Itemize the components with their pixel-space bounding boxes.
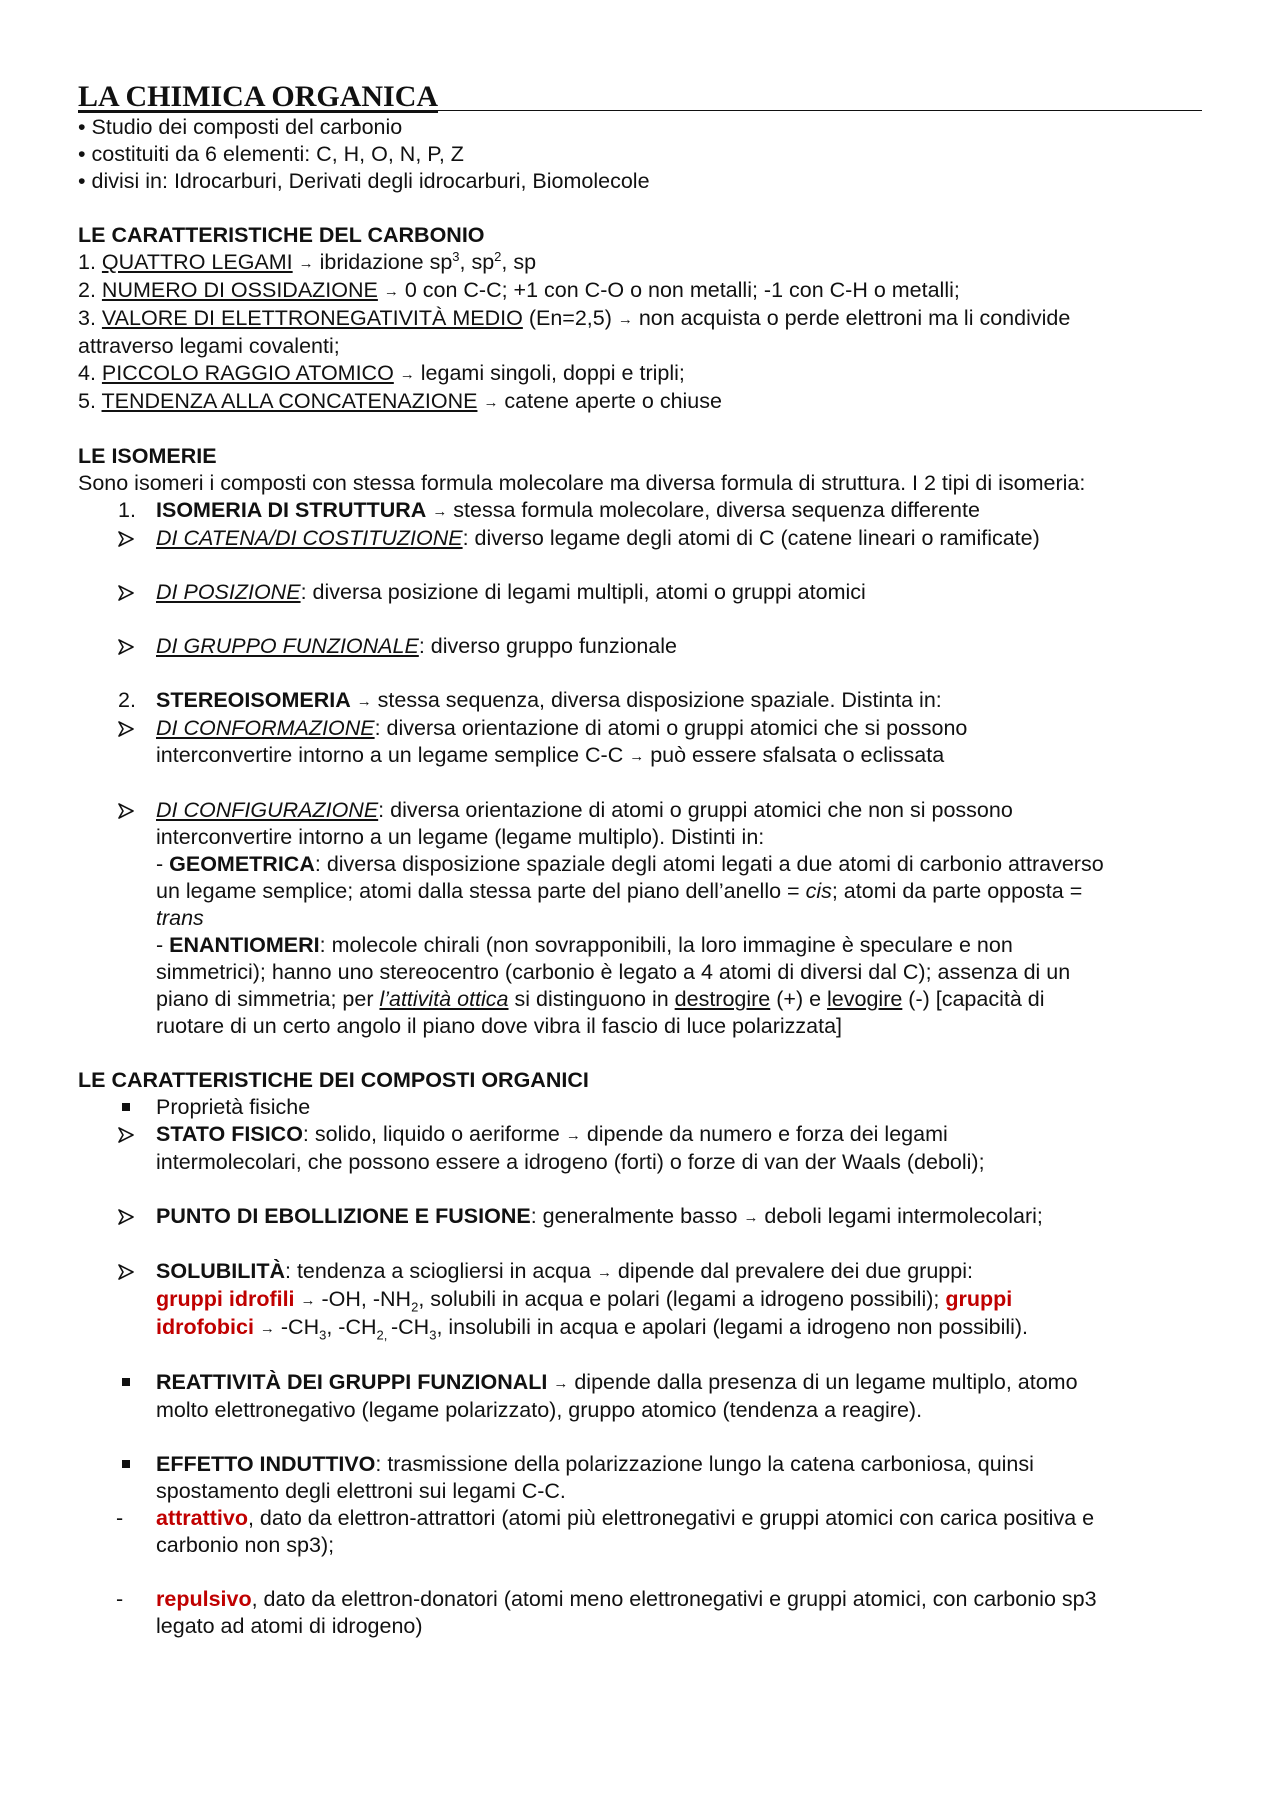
list-item: DI GRUPPO FUNZIONALE: diverso gruppo funzionale (78, 633, 1202, 660)
section-heading-carbon: LE CARATTERISTICHE DEL CARBONIO (78, 223, 485, 247)
chevron-bullet-icon (118, 1209, 134, 1225)
list-item: DI POSIZIONE: diversa posizione di legami multipli, atomi o gruppi atomici (78, 579, 1202, 606)
list-item: - attrattivo, dato da elettron-attrattori (atomi più elettronegativi e gruppi atomici con carica positiva e carbonio non sp3); (116, 1506, 1095, 1557)
chevron-bullet-icon (118, 1264, 134, 1280)
stereoisomerism: 2. STEREOISOMERIA → stessa sequenza, diversa disposizione spaziale. Distinta in: (118, 688, 942, 712)
chevron-bullet-icon (118, 721, 134, 737)
carbon-item-4: 4. PICCOLO RAGGIO ATOMICO → legami singoli, doppi e tripli; (78, 361, 685, 385)
square-bullet-icon (122, 1378, 130, 1386)
intro-line: • Studio dei composti del carbonio (78, 115, 403, 139)
square-bullet-icon (122, 1460, 130, 1468)
page-title (78, 80, 1202, 114)
title-rule (78, 110, 1202, 111)
carbon-item-5: 5. TENDENZA ALLA CONCATENAZIONE → catene aperte o chiuse (78, 389, 722, 413)
carbon-item-2: 2. NUMERO DI OSSIDAZIONE → 0 con C-C; +1 con C-O o non metalli; -1 con C-H o metalli; (78, 278, 960, 302)
list-item: - repulsivo, dato da elettron-donatori (atomi meno elettronegativi e gruppi atomici, con carbonio sp3 legato ad atomi di idrogeno) (116, 1587, 1097, 1638)
list-item: SOLUBILITÀ: tendenza a sciogliersi in acqua → dipende dal prevalere dei due gruppi: gruppi idrofili → -OH, $-NH_2$, solubili in acqua e polari (legami a idrogeno possibili); gruppi idrofobici → $-CH_3$, $-CH_{2,}$ $-CH_3$, insolubili in acqua e apolari (legami a idrogeno non possibili). (78, 1258, 1202, 1342)
chevron-bullet-icon (118, 1127, 134, 1143)
carbon-item-3: 3. VALORE DI ELETTRONEGATIVITÀ MEDIO (En=2,5) → non acquista o perde elettroni ma li condivide (78, 306, 1071, 330)
isomers-intro: Sono isomeri i composti con stessa formula molecolare ma diversa formula di struttura. I 2 tipi di isomeria: (78, 471, 1086, 495)
chevron-bullet-icon (118, 585, 134, 601)
list-item: DI CONFORMAZIONE: diversa orientazione di atomi o gruppi atomici che si possono interconvertire intorno a un legame semplice C-C → può essere sfalsata o eclissata (78, 715, 1202, 770)
list-item: STATO FISICO: solido, liquido o aeriforme → dipende da numero e forza dei legami intermolecolari, che possono essere a idrogeno (forti) o forze di van der Waals (deboli); (78, 1121, 1202, 1176)
square-bullet-icon (122, 1103, 130, 1111)
structural-isomerism: 1. ISOMERIA DI STRUTTURA → stessa formula molecolare, diversa sequenza differente (118, 498, 980, 522)
carbon-item-3-cont: attraverso legami covalenti; (78, 334, 340, 358)
list-item: REATTIVITÀ DEI GRUPPI FUNZIONALI → dipende dalla presenza di un legame multiplo, atomo molto elettronegativo (legame polarizzato), gruppo atomico (tendenza a reagire). (78, 1369, 1202, 1424)
section-heading-compounds: LE CARATTERISTICHE DEI COMPOSTI ORGANICI (78, 1068, 589, 1092)
list-item: DI CATENA/DI COSTITUZIONE: diverso legame degli atomi di C (catene lineari o ramificate) (78, 525, 1202, 552)
carbon-item-1: 1. QUATTRO LEGAMI → ibridazione $sp^3$, $sp^2$, sp (78, 248, 537, 274)
intro-line: • divisi in: Idrocarburi, Derivati degli idrocarburi, Biomolecole (78, 169, 650, 193)
section-heading-isomers: LE ISOMERIE (78, 444, 217, 468)
page-title-text: LA CHIMICA ORGANICA (78, 80, 439, 113)
intro-line: • costituiti da 6 elementi: C, H, O, N, P, Z (78, 142, 464, 166)
chevron-bullet-icon (118, 639, 134, 655)
list-item: EFFETTO INDUTTIVO: trasmissione della polarizzazione lungo la catena carboniosa, quinsi spostamento degli elettroni sui legami C-C. (78, 1451, 1202, 1505)
list-item: DI CONFIGURAZIONE: diversa orientazione di atomi o gruppi atomici che non si possono interconvertire intorno a un legame (legame multiplo). Distinti in: - GEOMETRICA: diversa disposizione spaziale degli atomi legati a due atomi di carbonio attraverso un legame semplice; atomi dalla stessa parte del piano dell’anello = cis; atomi da parte opposta = trans - ENANTIOMERI: molecole chirali (non sovrapponibili, la loro immagine è speculare e non simmetrici); hanno uno stereocentro (carbonio è legato a 4 atomi di diversi dal C); assenza di un piano di simmetria; per l’attività ottica si distinguono in destrogire (+) e levogire (-) [capacità di ruotare di un certo angolo il piano dove vibra il fascio di luce polarizzata] (78, 797, 1202, 1040)
list-item: Proprietà fisiche (78, 1094, 1202, 1121)
list-item: PUNTO DI EBOLLIZIONE E FUSIONE: generalmente basso → deboli legami intermolecolari; (78, 1203, 1202, 1231)
chevron-bullet-icon (118, 531, 134, 547)
document-page (78, 80, 1202, 1640)
chevron-bullet-icon (118, 803, 134, 819)
